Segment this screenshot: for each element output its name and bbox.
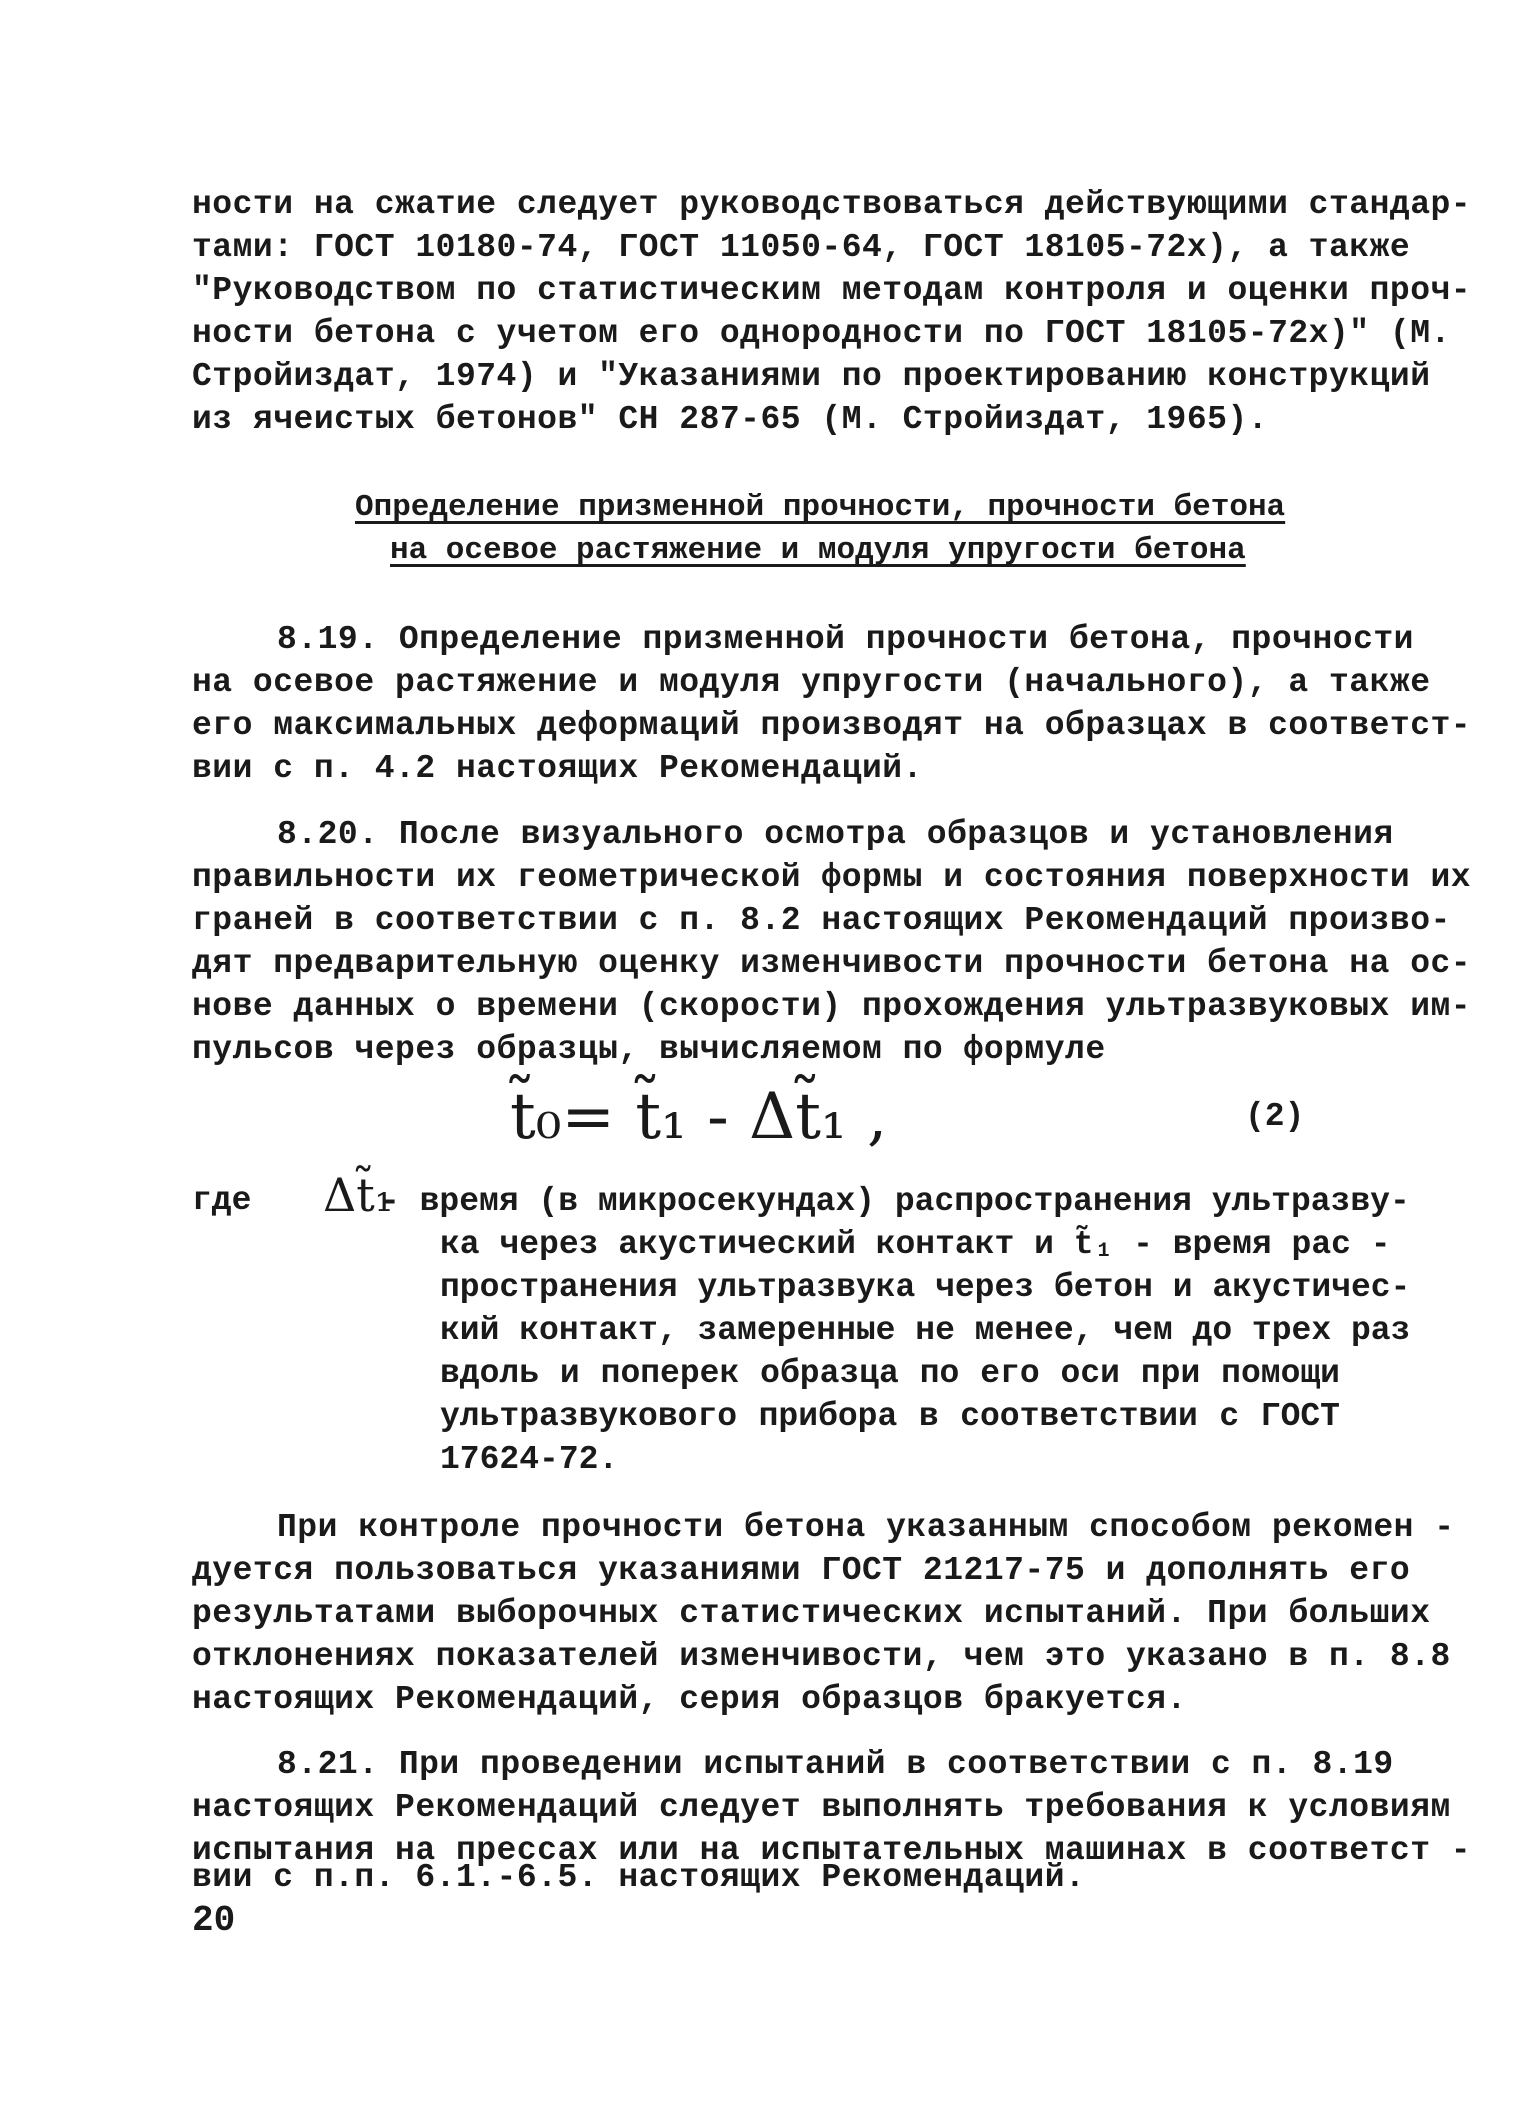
p821-line-1: 8.21. При проведении испытаний в соответствии с п. 8.19 <box>277 1746 1394 1783</box>
where-symbol: Δt̃₁ <box>323 1168 394 1222</box>
where-line-5: вдоль и поперек образца по его оси при помощи <box>440 1355 1340 1392</box>
p821-line-2: настоящих Рекомендаций следует выполнять требования к условиям <box>192 1789 1451 1826</box>
intro-line-4: ности бетона с учетом его однородности по ГОСТ 18105-72x)" (М. <box>192 315 1451 352</box>
intro-line-3: "Руководством по статистическим методам контроля и оценки проч- <box>192 272 1472 309</box>
section-heading-line-2: на осевое растяжение и модуля упругости бетона <box>390 533 1246 568</box>
p820-line-2: правильности их геометрической формы и состояния поверхности их <box>192 859 1472 896</box>
control-line-5: настоящих Рекомендаций, серия образцов бракуется. <box>192 1681 1187 1718</box>
formula-2: t̃₀= t̃₁ - Δt̃₁ , <box>510 1080 888 1154</box>
formula-number: (2) <box>1245 1098 1305 1135</box>
p819-line-1: 8.19. Определение призменной прочности бетона, прочности <box>277 621 1414 658</box>
p820-line-6: пульсов через образцы, вычисляемом по формуле <box>192 1031 1106 1068</box>
control-line-4: отклонениях показателей изменчивости, чем это указано в п. 8.8 <box>192 1638 1451 1675</box>
p819-line-2: на осевое растяжение и модуля упругости (начального), а также <box>192 664 1431 701</box>
where-line-6: ультразвукового прибора в соответствии с ГОСТ <box>440 1398 1340 1435</box>
p820-line-4: дят предварительную оценку изменчивости прочности бетона на ос- <box>192 945 1472 982</box>
p821-line-4: вии с п.п. 6.1.-6.5. настоящих Рекомендаций. <box>192 1859 1086 1896</box>
intro-line-5: Стройиздат, 1974) и "Указаниями по проектированию конструкций <box>192 358 1431 395</box>
where-line-7: 17624-72. <box>440 1441 619 1478</box>
p820-line-3: граней в соответствии с п. 8.2 настоящих Рекомендаций произво- <box>192 902 1451 939</box>
section-heading-line-1: Определение призменной прочности, прочности бетона <box>355 490 1286 525</box>
intro-line-1: ности на сжатие следует руководствоваться действующими стандар- <box>192 186 1472 223</box>
where-line-2: ка через акустический контакт и t̃₁ - время рас - <box>440 1226 1391 1263</box>
where-label: где <box>192 1182 252 1219</box>
intro-line-6: из ячеистых бетонов" СН 287-65 (М. Стройиздат, 1965). <box>192 401 1269 438</box>
control-line-2: дуется пользоваться указаниями ГОСТ 21217-75 и дополнять его <box>192 1552 1411 1589</box>
p820-line-1: 8.20. После визуального осмотра образцов и установления <box>277 816 1394 853</box>
p820-line-5: нове данных о времени (скорости) прохождения ультразвуковых им- <box>192 988 1472 1025</box>
where-line-4: кий контакт, замеренные не менее, чем до трех раз <box>440 1312 1411 1349</box>
control-line-1: При контроле прочности бетона указанным способом рекомен - <box>277 1509 1455 1546</box>
where-line-1: - время (в микросекундах) распространения ультразву- <box>380 1183 1410 1220</box>
page-number: 20 <box>192 1900 236 1941</box>
p819-line-4: вии с п. 4.2 настоящих Рекомендаций. <box>192 750 923 787</box>
intro-line-2: тами: ГОСТ 10180-74, ГОСТ 11050-64, ГОСТ 18105-72x), а также <box>192 229 1411 266</box>
where-line-3: пространения ультразвука через бетон и акустичес- <box>440 1269 1411 1306</box>
control-line-3: результатами выборочных статистических испытаний. При больших <box>192 1595 1431 1632</box>
p819-line-3: его максимальных деформаций производят на образцах в соответст- <box>192 707 1472 744</box>
p821-line-3: испытания на прессах или на испытательных машинах в соответст - <box>192 1832 1472 1869</box>
